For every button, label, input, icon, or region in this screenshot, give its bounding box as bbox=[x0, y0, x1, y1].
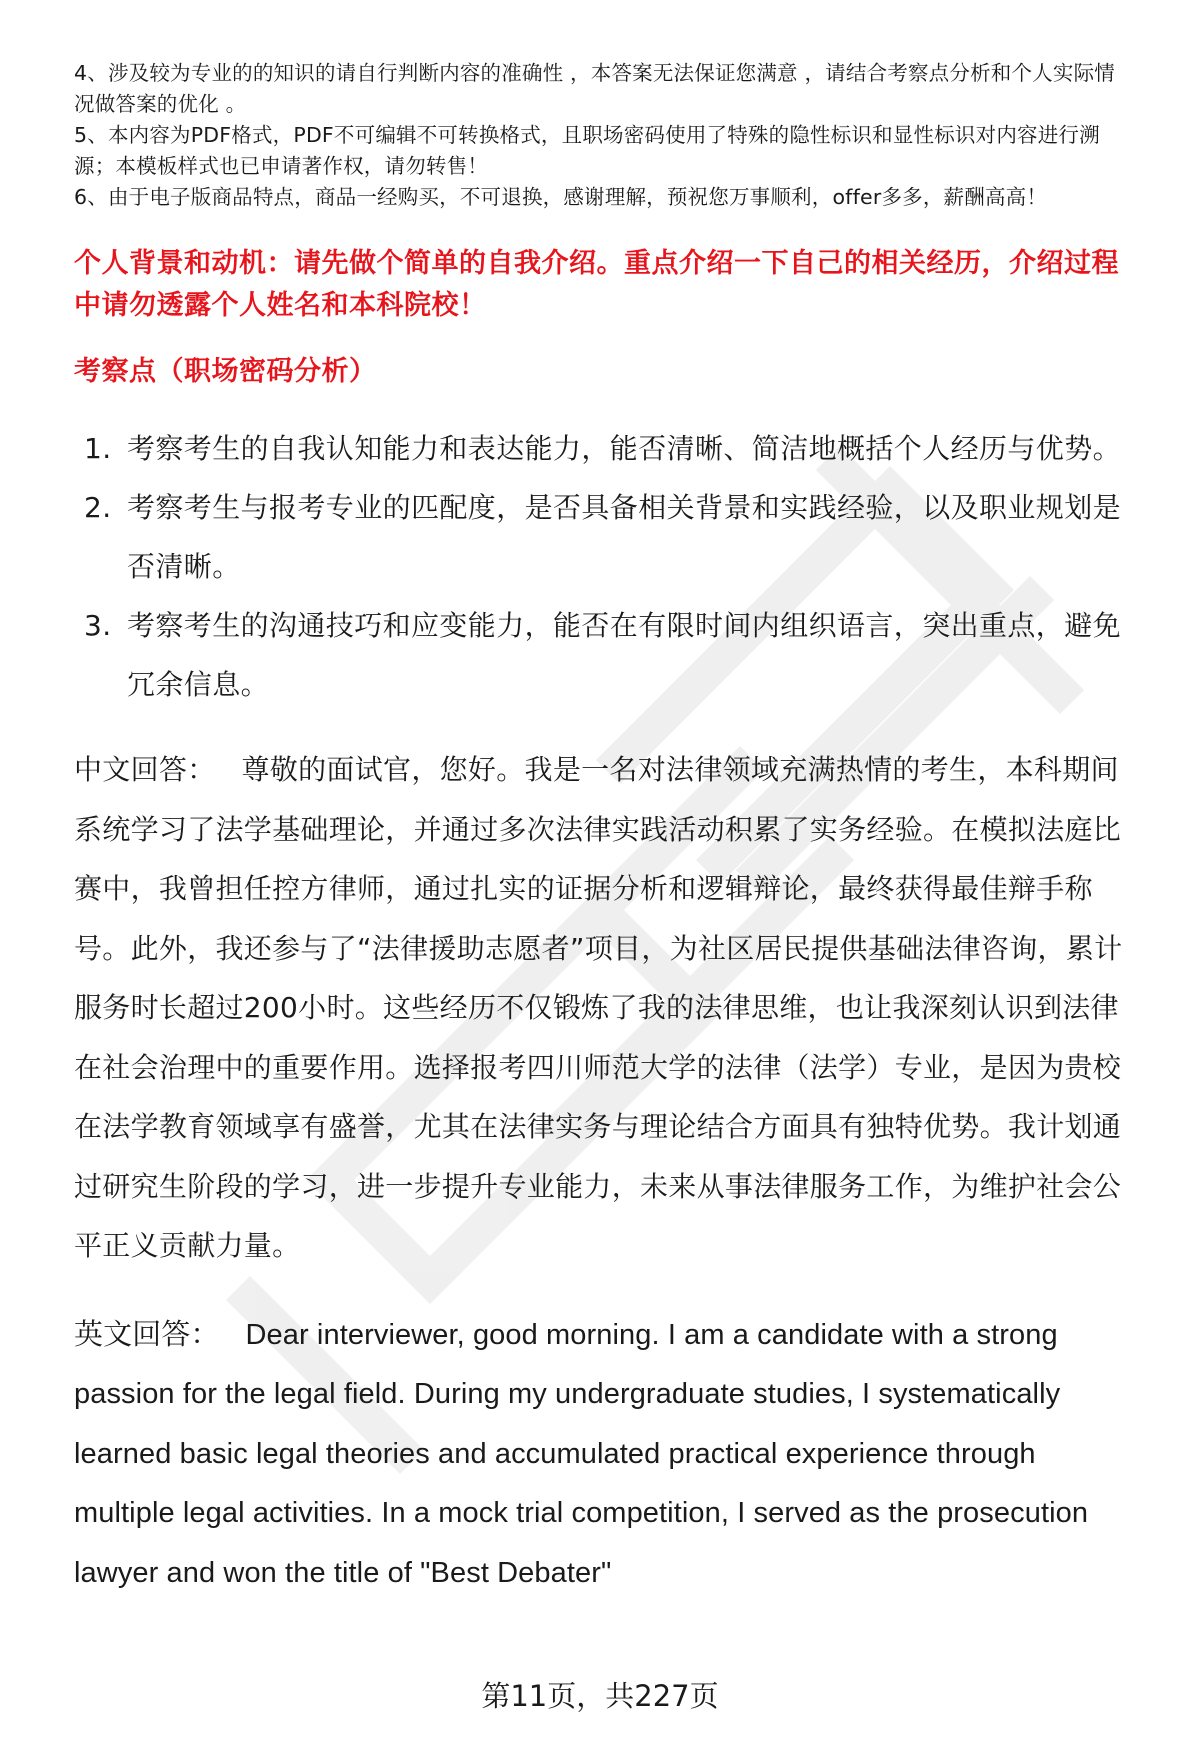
page-number: 第11页，共227页 bbox=[481, 1679, 719, 1713]
point-text: 考察考生的沟通技巧和应变能力，能否在有限时间内组织语言，突出重点，避免冗余信息。 bbox=[127, 609, 1122, 701]
question-heading: 个人背景和动机：请先做个简单的自我介绍。重点介绍一下自己的相关经历，介绍过程中请勿透露个人姓名和本科院校！ bbox=[74, 248, 1119, 321]
notes-list bbox=[74, 0, 1124, 213]
analysis-heading: 考察点（职场密码分析） bbox=[74, 356, 377, 387]
analysis-point bbox=[74, 419, 1124, 478]
english-answer-text: Dear interviewer, good morning. I am a candidate with a strong passion for the legal field. During my undergraduate studies, I systematically learned basic legal theories and accumulated practical experience through multiple legal activities. In a mock trial competition, I served as the prosecution lawyer and won the title of "Best Debater" bbox=[74, 1318, 1089, 1589]
chinese-answer-text: 尊敬的面试官，您好。我是一名对法律领域充满热情的考生，本科期间系统学习了法学基础理论，并通过多次法律实践活动积累了实务经验。在模拟法庭比赛中，我曾担任控方律师，通过扎实的证据分析和逻辑辩论，最终获得最佳辩手称号。此外，我还参与了“法律援助志愿者”项目，为社区居民提供基础法律咨询，累计服务时长超过200小时。这些经历不仅锻炼了我的法律思维，也让我深刻认识到法律在社会治理中的重要作用。选择报考四川师范大学的法律（法学）专业，是因为贵校在法学教育领域享有盛誉，尤其在法律实务与理论结合方面具有独特优势。我计划通过研究生阶段的学习，进一步提升专业能力，未来从事法律服务工作，为维护社会公平正义贡献力量。 bbox=[74, 753, 1123, 1262]
english-answer bbox=[74, 1306, 1124, 1604]
note-item: 6、由于电子版商品特点，商品一经购买，不可退换，感谢理解，预祝您万事顺利，offer多多，薪酬高高！ bbox=[74, 185, 1048, 209]
chinese-answer-label: 中文回答： bbox=[74, 753, 216, 786]
analysis-point bbox=[74, 478, 1124, 596]
point-number: 2. bbox=[84, 491, 112, 524]
point-text: 考察考生与报考专业的匹配度，是否具备相关背景和实践经验，以及职业规划是否清晰。 bbox=[127, 491, 1122, 583]
analysis-points bbox=[74, 419, 1124, 714]
point-number: 3. bbox=[84, 609, 112, 642]
point-number: 1. bbox=[84, 432, 112, 465]
point-text: 考察考生的自我认知能力和表达能力，能否清晰、简洁地概括个人经历与优势。 bbox=[127, 432, 1122, 465]
note-item: 5、本内容为PDF格式，PDF不可编辑不可转换格式，且职场密码使用了特殊的隐性标识和显性标识对内容进行溯源；本模板样式也已申请著作权，请勿转售！ bbox=[74, 123, 1100, 178]
analysis-point bbox=[74, 596, 1124, 714]
note-item: 4、涉及较为专业的的知识的请自行判断内容的准确性 ，本答案无法保证您满意 ，请结合考察点分析和个人实际情况做答案的优化 。 bbox=[74, 61, 1115, 116]
chinese-answer bbox=[74, 740, 1124, 1276]
english-answer-label: 英文回答： bbox=[74, 1318, 220, 1351]
